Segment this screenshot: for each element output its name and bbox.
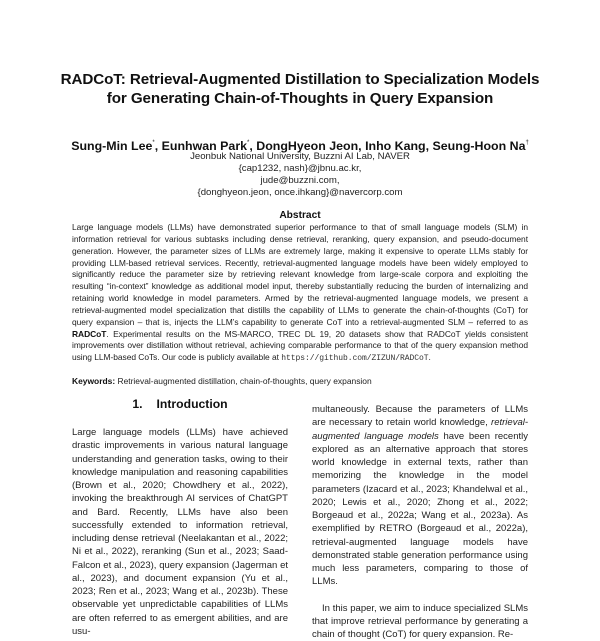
abstract-text: . Experimental results on the MS-MARCO, TREC DL 19, 20 datasets show that RADCoT yields consistent improvements over distillation without retrieval, achieving comparable performance to that of the query expansion method using LLM-based CoTs. Our code is publicly available at xyxy=(72,329,528,363)
abstract-heading: Abstract xyxy=(40,210,560,222)
paper-title xyxy=(40,70,560,108)
author-name: Sung-Min Lee xyxy=(71,139,152,153)
keywords-value: Retrieval-augmented distillation, chain-of-thoughts, query expansion xyxy=(115,376,372,386)
section-heading-introduction xyxy=(72,397,288,412)
abstract-body xyxy=(72,222,528,365)
title-line-2: for Generating Chain-of-Thoughts in Query Expansion xyxy=(40,89,560,108)
equal-contribution-mark: * xyxy=(152,140,154,146)
author-name: Eunhwan Park xyxy=(162,139,247,153)
author-name: Inho Kang xyxy=(365,139,426,153)
right-column xyxy=(312,403,528,641)
email-line: jude@buzzni.com, xyxy=(40,175,560,187)
author-list: Sung-Min Lee*, Eunhwan Park*, DongHyeon Jeon, Inho Kang, Seung-Hoon Na† xyxy=(40,136,560,154)
title-line-1: RADCoT: Retrieval-Augmented Distillation to Specialization Models xyxy=(40,70,560,89)
keywords-label: Keywords: xyxy=(72,376,115,386)
author-name: DongHyeon Jeon xyxy=(256,139,358,153)
email-line: {donghyeon.jeon, once.ihkang}@navercorp.com xyxy=(40,187,560,199)
affiliation-block xyxy=(40,151,560,199)
intro-paragraph: Large language models (LLMs) have achieved drastic improvements in various natural language understanding and generation tasks, owing to their knowledge manipulation and reasoning capabilities (Brown et al., 2020; Chowdhery et al., 2022), invoking the breakthrough AI services of ChatGPT and Bard. Recently, LLMs have also been successfully extended to information retrieval, including dense retrieval (Neelakantan et al., 2022; Ni et al., 2022), reranking (Sun et al., 2023; Saad-Falcon et al., 2023), query expansion (Jagerman et al., 2023), and document expansion (Yu et al., 2023; Ren et al., 2023; Wang et al., 2023b). These observable yet unpredictable capabilities of LLMs are often referred to as emergent abilities, and are usu- xyxy=(72,426,288,638)
left-column xyxy=(72,426,288,638)
email-line: {cap1232, nash}@jbnu.ac.kr, xyxy=(40,163,560,175)
code-url-link[interactable]: https://github.com/ZIZUN/RADCoT xyxy=(281,354,428,363)
abstract-period: . xyxy=(428,352,430,362)
intro-paragraph: In this paper, we aim to induce specialized SLMs that improve retrieval performance by generating a chain of thought (CoT) for query expansion. Re- xyxy=(312,602,528,641)
emphasized-term: retrieval-augmented language models xyxy=(312,417,528,441)
keywords-line xyxy=(72,375,528,387)
paragraph-text: multaneously. Because the parameters of LLMs are necessary to retain world knowledge, xyxy=(312,404,528,428)
abstract-text: Large language models (LLMs) have demonstrated superior performance to that of small language models (SLM) in information retrieval for various subtasks including dense retrieval, reranking, query expansion, and pseudo-document generation. However, the parameter sizes of LLMs are extremely large, making it expensive to operate LLMs stably for providing LLM-based retrieval services. Recently, retrieval-augmented language models have been widely employed to significantly reduce the parameter size by retrieving relevant knowledge from large-scale corpora and exploiting the resulting “in-context” knowledge as additional model input, thereby substantially reducing the burden of internalizing and retaining world knowledge in model parameters. Armed by the retrieval-augmented language models, we present a retrieval-augmented model specialization that distills the capability of LLMs to generate the chain-of-thoughts (CoT) for query expansion – that is, injects the LLM’s capability to generate CoT into a retrieval-augmented SLM – referred to as xyxy=(72,222,528,327)
method-name: RADCoT xyxy=(72,329,106,339)
intro-paragraph xyxy=(312,403,528,589)
equal-contribution-mark: * xyxy=(247,140,249,146)
corresponding-author-mark: † xyxy=(525,140,528,146)
section-title: Introduction xyxy=(157,397,228,411)
author-name: Seung-Hoon Na xyxy=(433,139,526,153)
paragraph-text: have been recently explored as an alternative approach that stores world knowledge in external texts, rather than memorizing the knowledge in the model parameters (Izacard et al., 2023; Khandelwal et al., 2020; Lewis et al., 2020; Zhong et al., 2022; Borgeaud et al., 2022a; Wang et al., 2023a). As exemplified by RETRO (Borgeaud et al., 2022a), retrieval-augmented language models have demonstrated stable generation performance using much less parameters, comparing to those of LLMs. xyxy=(312,431,528,588)
affiliation: Jeonbuk National University, Buzzni AI Lab, NAVER xyxy=(40,151,560,163)
section-number: 1. xyxy=(132,397,142,411)
